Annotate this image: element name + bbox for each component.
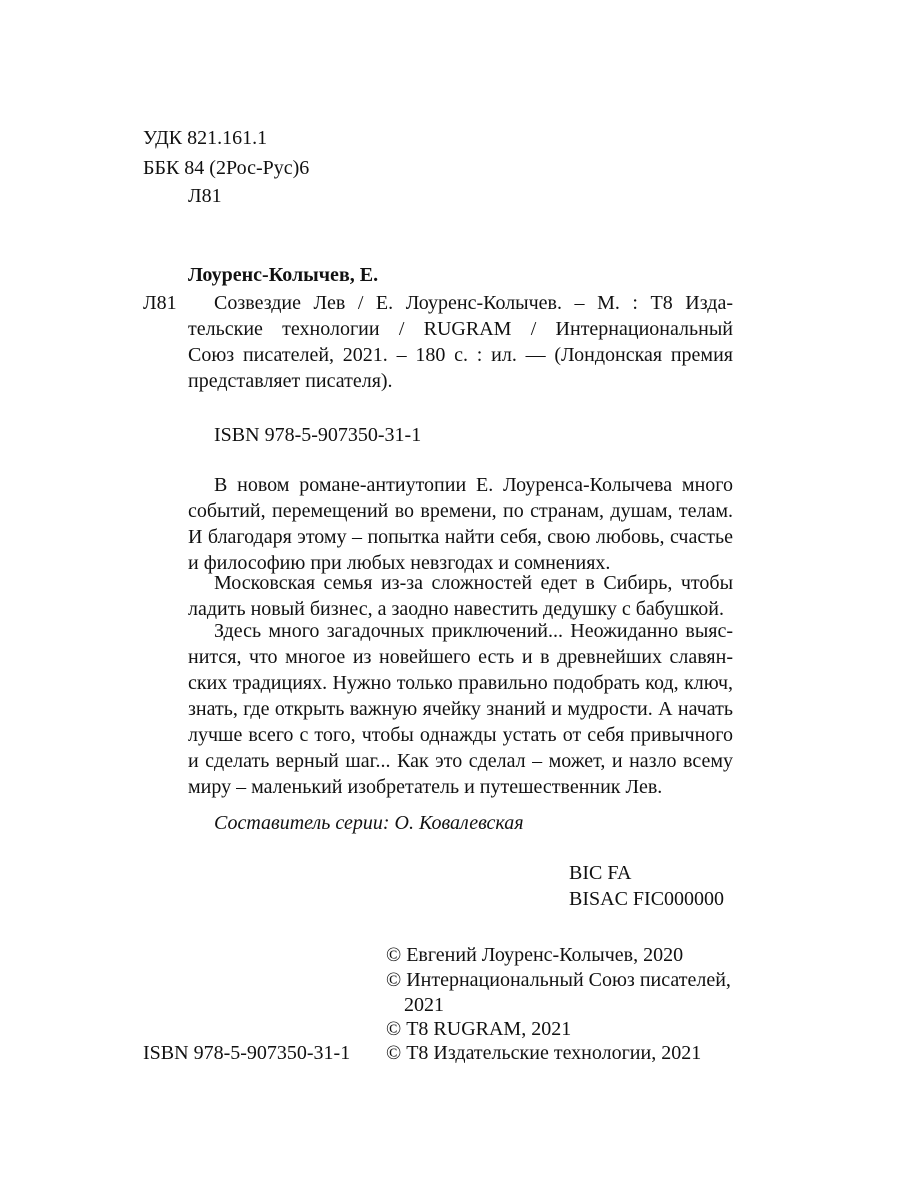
- call-mark: Л81: [143, 292, 177, 314]
- copyright-line: © Евгений Лоуренс-Колычев, 2020: [386, 944, 684, 966]
- annotation-line: Здесь много загадочных приключений... Неожиданно выяс-: [214, 620, 733, 642]
- annotation-line: событий, перемещений во времени, по странам, душам, телам.: [188, 500, 733, 522]
- copyright-line: © Т8 RUGRAM, 2021: [386, 1018, 572, 1040]
- bic-code: BIC FA: [569, 862, 632, 884]
- annotation-line: миру – маленький изобретатель и путешественник Лев.: [188, 776, 663, 798]
- annotation-line: нится, что многое из новейшего есть и в древнейших славян-: [188, 646, 733, 668]
- annotation-line: ских традициях. Нужно только правильно подобрать код, ключ,: [188, 672, 733, 694]
- annotation-line: Московская семья из-за сложностей едет в Сибирь, чтобы: [214, 572, 733, 594]
- annotation-line: И благодаря этому – попытка найти себя, свою любовь, счастье: [188, 526, 733, 548]
- footer-isbn: ISBN 978-5-907350-31-1: [143, 1042, 351, 1064]
- bisac-code: BISAC FIC000000: [569, 888, 725, 910]
- annotation-line: и философию при любых невзгодах и сомнениях.: [188, 552, 611, 574]
- bbk-code: ББК 84 (2Рос-Рус)6: [143, 157, 310, 179]
- annotation-line: лучше всего с того, чтобы однажды устать от себя привычного: [188, 724, 733, 746]
- annotation-line: знать, где открыть важную ячейку знаний и мудрости. А начать: [188, 698, 733, 720]
- annotation-line: и сделать верный шаг... Как это сделал – может, и назло всему: [188, 750, 733, 772]
- annotation-line: В новом романе-антиутопии Е. Лоуренса-Колычева много: [214, 474, 733, 496]
- copyright-line: © Т8 Издательские технологии, 2021: [386, 1042, 702, 1064]
- copyright-line: 2021: [404, 994, 444, 1016]
- description-line: тельские технологии / RUGRAM / Интернациональный: [188, 318, 733, 340]
- description-line: представляет писателя).: [188, 370, 393, 392]
- author-mark: Л81: [188, 185, 222, 207]
- udk-code: УДК 821.161.1: [143, 127, 268, 149]
- series-compiler: Составитель серии: О. Ковалевская: [214, 812, 524, 834]
- author-heading: Лоуренс-Колычев, Е.: [188, 264, 379, 286]
- description-line: Созвездие Лев / Е. Лоуренс-Колычев. – М. : Т8 Изда-: [214, 292, 733, 314]
- isbn-record: ISBN 978-5-907350-31-1: [214, 424, 422, 446]
- copyright-line: © Интернациональный Союз писателей,: [386, 969, 731, 991]
- description-line: Союз писателей, 2021. – 180 с. : ил. — (Лондонская премия: [188, 344, 733, 366]
- annotation-line: ладить новый бизнес, а заодно навестить дедушку с бабушкой.: [188, 598, 724, 620]
